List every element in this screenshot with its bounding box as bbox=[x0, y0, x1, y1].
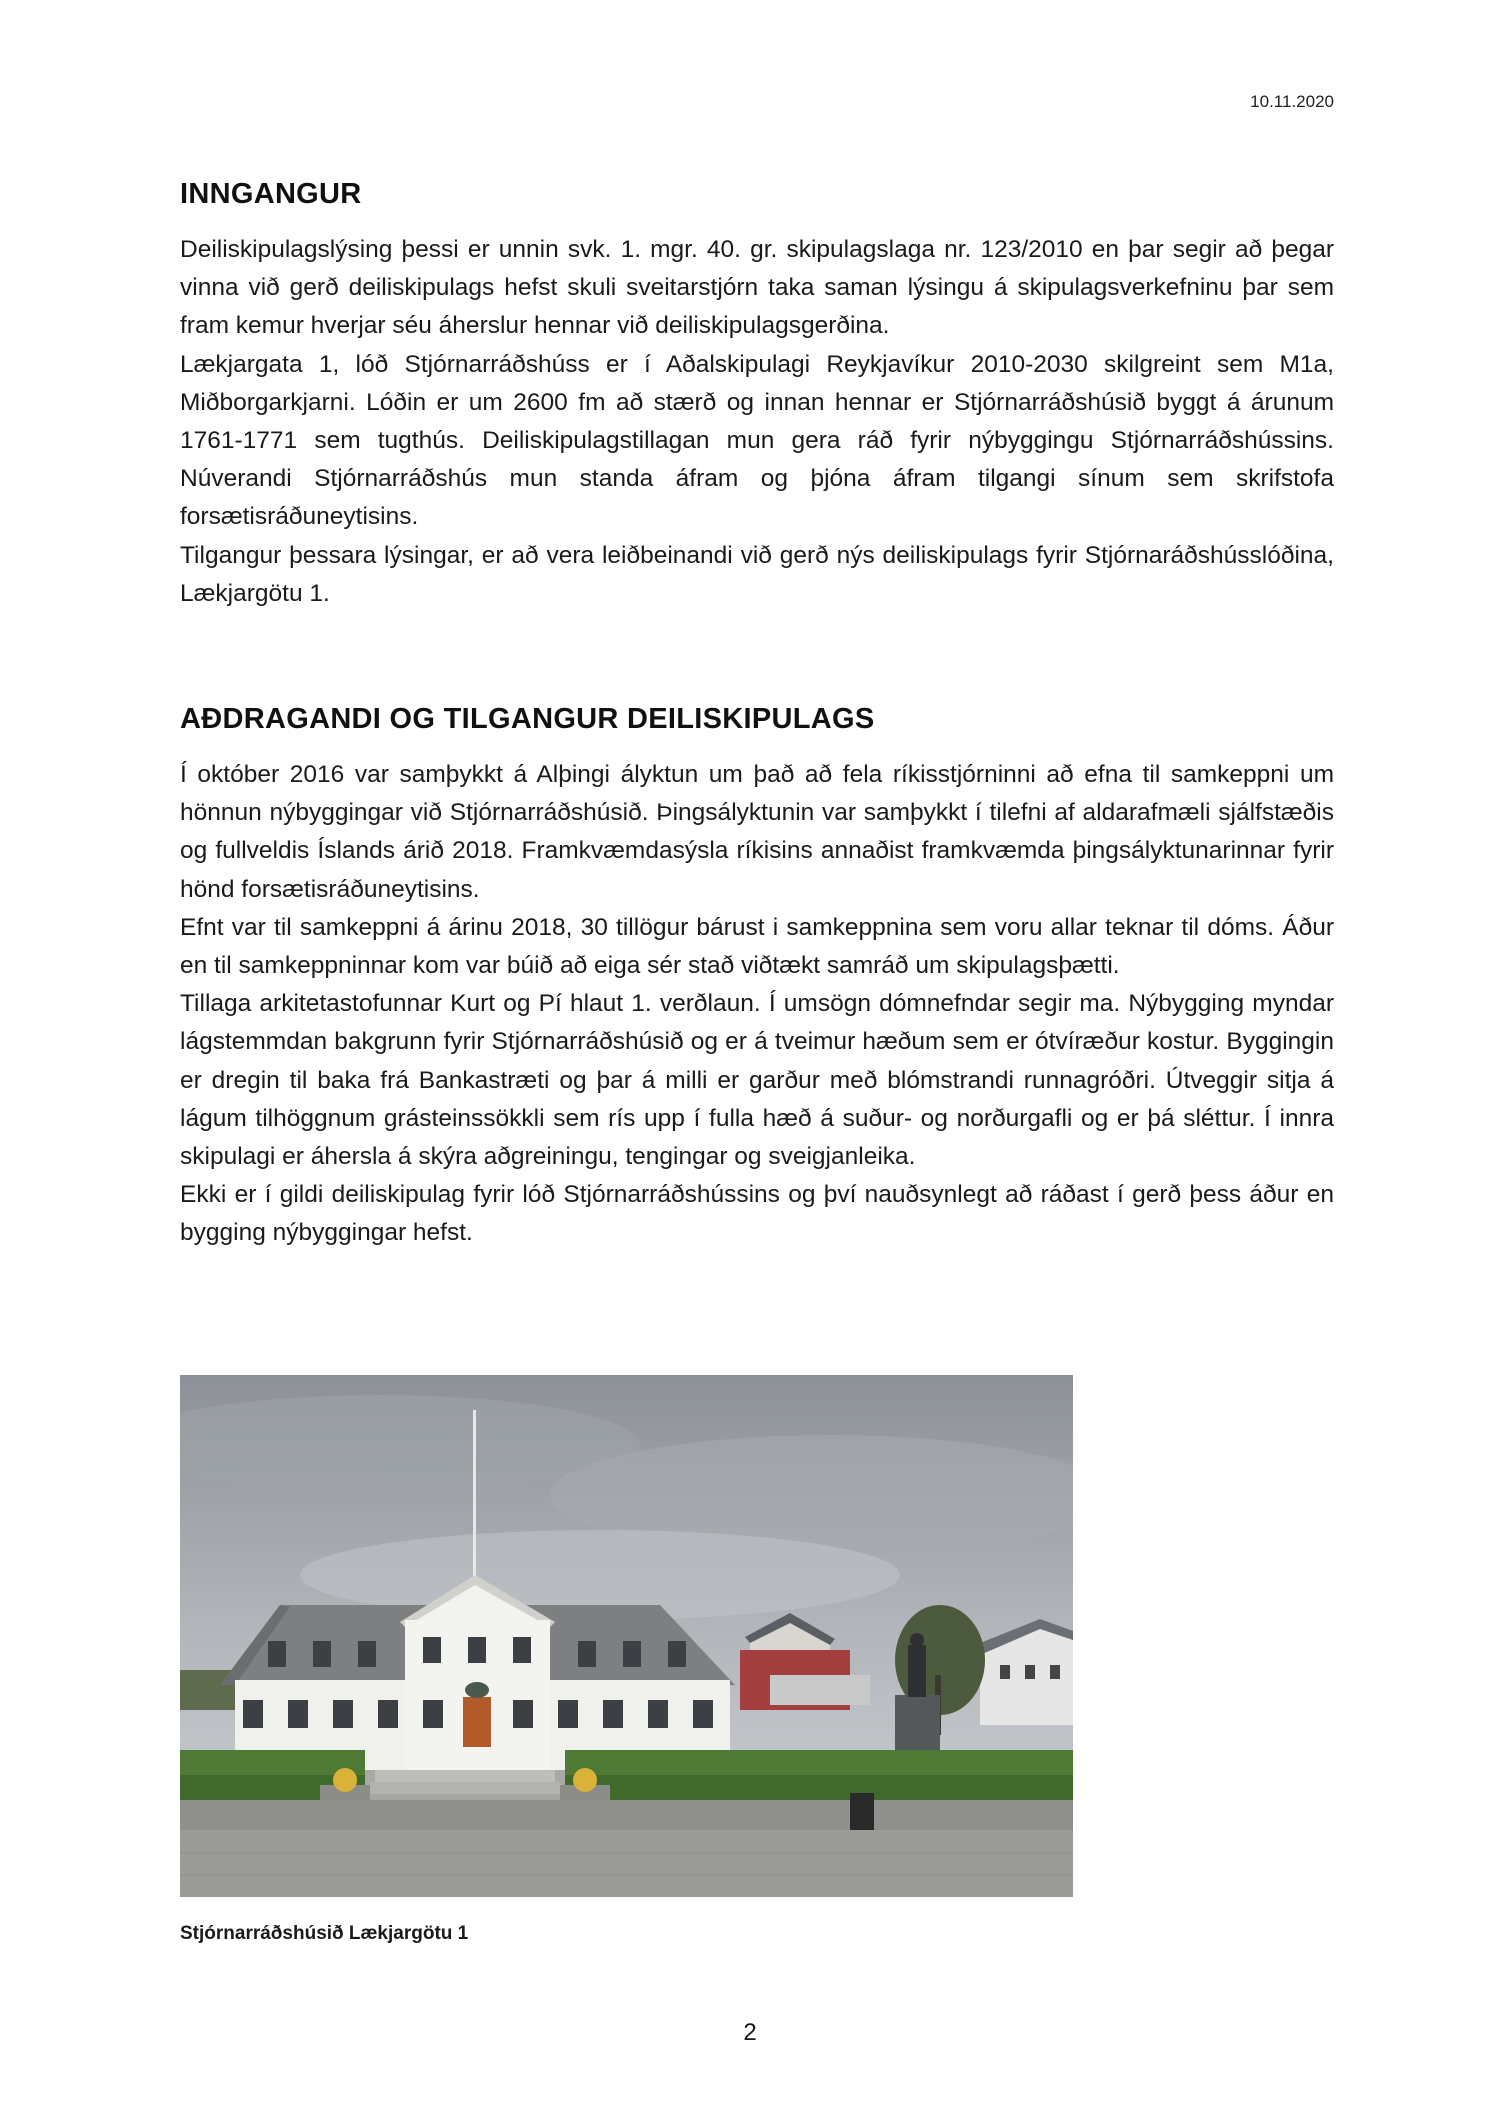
figure-caption: Stjórnarráðshúsið Lækjargötu 1 bbox=[180, 1923, 469, 1944]
paragraph: Efnt var til samkeppni á árinu 2018, 30 tillögur bárust i samkeppnina sem voru allar teknar til dóms. Áður en til samkeppninnar kom var búið að eiga sér stað viðtækt samráð um skipulagsþætti. bbox=[180, 913, 1334, 980]
paragraph: Tillaga arkitetastofunnar Kurt og Pí hlaut 1. verðlaun. Í umsögn dómnefndar segir ma. Nýbygging myndar lágstemmdan bakgrunn fyrir Stjórnarráðshúsið og er á tveimur hæðum sem er ótvíræður kostur. Byggingin er dregin til baka frá Bankastræti og þar á milli er garður með blómstrandi runnagróðri. Útveggir sitja á lágum tilhöggnum grásteinssökkli sem rís upp í fulla hæð á suður- og norðurgafli og er þá sléttur. Í innra skipulagi er áhersla á skýra aðgreiningu, tengingar og sveigjanleika. bbox=[180, 990, 1334, 1171]
section-title-addragandi: AÐDRAGANDI OG TILGANGUR DEILISKIPULAGS bbox=[180, 703, 875, 736]
document-date: 10.11.2020 bbox=[1250, 92, 1334, 111]
section-title-inngangur: INNGANGUR bbox=[180, 178, 362, 210]
building-photo bbox=[180, 1375, 1073, 1897]
paragraph: Ekki er í gildi deiliskipulag fyrir lóð Stjórnarráðshússins og því nauðsynlegt að ráðast í gerð þess áður en bygging nýbyggingar hefst. bbox=[180, 1181, 1334, 1247]
paragraph: Deiliskipulagslýsing þessi er unnin svk. 1. mgr. 40. gr. skipulagslaga nr. 123/2010 en þar segir að þegar vinna við gerð deiliskipulags hefst skuli sveitarstjórn taka saman lýsingu á skipulagsverkefninu þar sem fram kemur hverjar séu áherslur hennar við deiliskipulagsgerðina. bbox=[180, 236, 1334, 340]
paragraph: Lækjargata 1, lóð Stjórnarráðshúss er í Aðalskipulagi Reykjavíkur 2010-2030 skilgreint sem M1a, Miðborgarkjarni. Lóðin er um 2600 fm að stærð og innan hennar er Stjórnarráðshúsið byggt á árunum 1761-1771 sem tugthús. Deiliskipulagstillagan mun gera ráð fyrir nýbyggingu Stjórnarráðshússins. Núverandi Stjórnarráðshús mun standa áfram og þjóna áfram tilgangi sínum sem skrifstofa forsætisráðuneytisins. bbox=[180, 350, 1334, 531]
section-spacer bbox=[180, 613, 1334, 703]
paragraph: Í október 2016 var samþykkt á Alþingi ályktun um það að fela ríkisstjórninni að efna til samkeppni um hönnun nýbyggingar við Stjórnarráðshúsið. Þingsályktunin var samþykkt í tilefni af aldarafmæli sjálfstæðis og fullveldis Íslands árið 2018. Framkvæmdasýsla ríkisins annaðist framkvæmda þingsályktunarinnar fyrir hönd forsætisráðuneytisins. bbox=[180, 761, 1334, 903]
building-photo-illustration bbox=[180, 1375, 1073, 1897]
paragraph: Tilgangur þessara lýsingar, er að vera leiðbeinandi við gerð nýs deiliskipulags fyrir Stjórnaráðshússlóðina, Lækjargötu 1. bbox=[180, 541, 1334, 607]
page-number: 2 bbox=[743, 2019, 757, 2046]
page-content bbox=[180, 178, 1334, 1253]
